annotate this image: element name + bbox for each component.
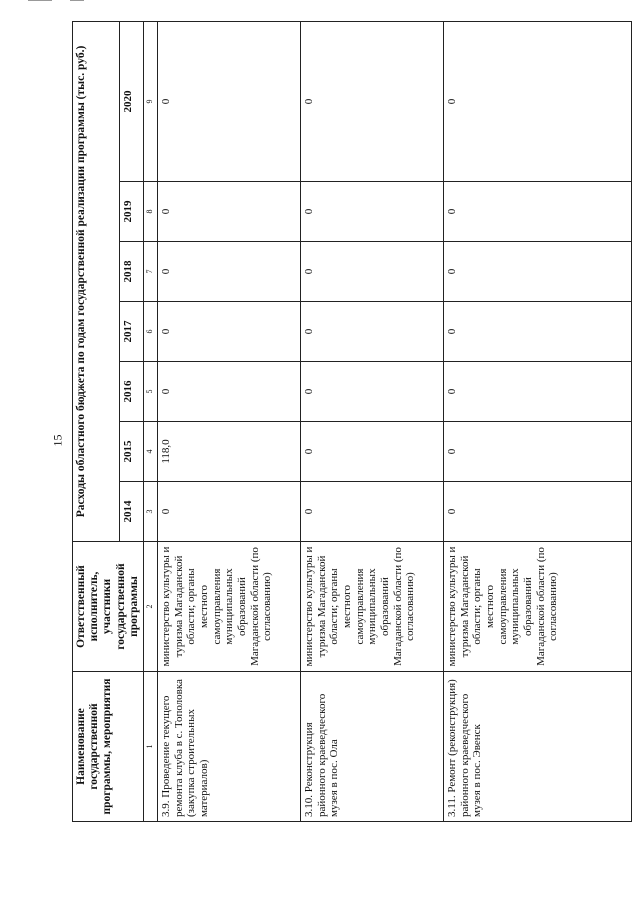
budget-table — [72, 21, 632, 822]
table-row — [444, 21, 632, 821]
value-cell: 0 — [301, 21, 444, 181]
measure-name: 3.11. Ремонт (реконструкция) районного краеведческого музея в пос. Эвенск — [444, 672, 632, 822]
value-cell: 0 — [444, 482, 632, 542]
responsible-executor: министерство культуры и туризма Магаданской области; органы местного самоуправления муниципальных образований Магаданской области (по согласованию) — [301, 542, 444, 672]
responsible-executor: министерство культуры и туризма Магаданской области; органы местного самоуправления муниципальных образований Магаданской области (по согласованию) — [158, 542, 301, 672]
column-number: 8 — [144, 182, 158, 242]
value-cell: 0 — [158, 182, 301, 242]
value-cell: 0 — [301, 242, 444, 302]
value-cell: 0 — [301, 482, 444, 542]
responsible-column-header: Ответственный исполнитель, участники государственной программы — [73, 542, 144, 672]
column-number-row — [144, 21, 158, 821]
value-cell: 118,0 — [158, 422, 301, 482]
value-cell: 0 — [444, 362, 632, 422]
responsible-executor: министерство культуры и туризма Магаданской области; органы местного самоуправления муниципальных образований Магаданской области (по согласованию) — [444, 542, 632, 672]
year-header: 2020 — [119, 21, 143, 181]
value-cell: 0 — [301, 182, 444, 242]
value-cell: 0 — [158, 242, 301, 302]
column-number: 4 — [144, 422, 158, 482]
value-cell: 0 — [158, 362, 301, 422]
column-number: 9 — [144, 21, 158, 181]
year-header: 2014 — [119, 482, 143, 542]
value-cell: 0 — [444, 21, 632, 181]
value-cell: 0 — [444, 422, 632, 482]
year-header: 2018 — [119, 242, 143, 302]
budget-column-header: Расходы областного бюджета по годам государственной реализации программы (тыс. руб.) — [73, 21, 120, 541]
year-header: 2017 — [119, 302, 143, 362]
value-cell: 0 — [301, 422, 444, 482]
column-number: 7 — [144, 242, 158, 302]
value-cell: 0 — [301, 302, 444, 362]
measure-name: 3.9. Проведение текущего ремонта клуба в с. Тополовка (закупка строительных материалов) — [158, 672, 301, 822]
scan-edge-mark — [70, 0, 84, 1]
header-row — [73, 21, 120, 821]
column-number: 1 — [144, 672, 158, 822]
column-number: 3 — [144, 482, 158, 542]
year-header: 2019 — [119, 182, 143, 242]
measure-name: 3.10. Реконструкция районного краеведческого музея в пос. Ола — [301, 672, 444, 822]
year-header: 2015 — [119, 422, 143, 482]
rotated-page-content — [72, 22, 632, 822]
value-cell: 0 — [444, 182, 632, 242]
table-row — [301, 21, 444, 821]
column-number: 2 — [144, 542, 158, 672]
value-cell: 0 — [301, 362, 444, 422]
table-row — [158, 21, 301, 821]
page-number: 15 — [50, 434, 65, 447]
column-number: 6 — [144, 302, 158, 362]
name-column-header: Наименование государственной программы, мероприятия — [73, 672, 144, 822]
year-header: 2016 — [119, 362, 143, 422]
value-cell: 0 — [444, 242, 632, 302]
value-cell: 0 — [158, 21, 301, 181]
value-cell: 0 — [158, 302, 301, 362]
value-cell: 0 — [158, 482, 301, 542]
scan-edge-mark — [28, 0, 52, 1]
column-number: 5 — [144, 362, 158, 422]
value-cell: 0 — [444, 302, 632, 362]
